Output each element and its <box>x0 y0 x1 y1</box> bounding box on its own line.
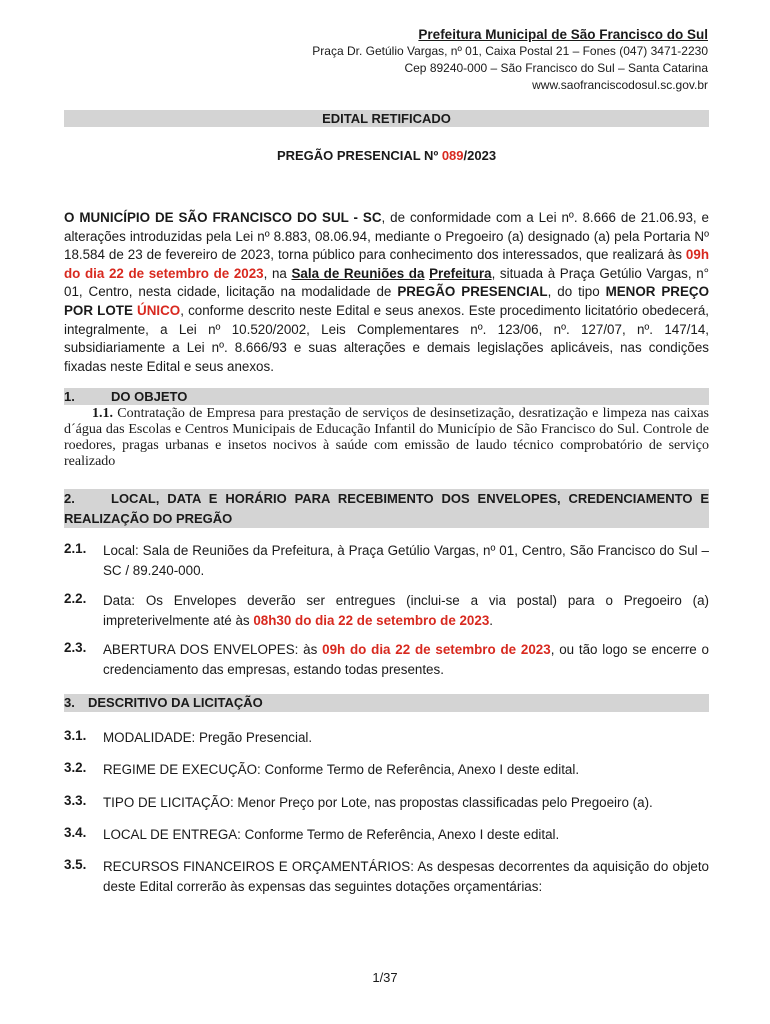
section-1-header <box>64 388 709 405</box>
org-name: Prefeitura Municipal de São Francisco do Sul <box>418 27 708 42</box>
entity-name: O MUNICÍPIO DE SÃO FRANCISCO DO SUL - SC <box>64 210 382 225</box>
edital-title-bar <box>64 110 709 127</box>
page-number: 1/37 <box>372 970 398 985</box>
item-3-3-number: 3.3. <box>64 793 87 808</box>
item-3-4-number: 3.4. <box>64 825 87 840</box>
opening-deadline: 09h do dia 22 de setembro de 2023 <box>322 642 551 657</box>
org-website[interactable]: www.saofranciscodosul.sc.gov.br <box>532 78 708 92</box>
item-3-1: MODALIDADE: Pregão Presencial. <box>103 730 313 745</box>
section-2-number: 2. <box>64 491 75 506</box>
pregao-title: PREGÃO PRESENCIAL Nº 089/2023 <box>276 148 497 163</box>
item-3-3: TIPO DE LICITAÇÃO: Menor Preço por Lote, nas propostas classificadas pelo Pregoeiro (a). <box>103 795 653 810</box>
meeting-room: Sala de Reuniões da <box>291 265 425 281</box>
section-2-title: LOCAL, DATA E HORÁRIO PARA RECEBIMENTO DOS ENVELOPES, CREDENCIAMENTO E REALIZAÇÃO DO PREGÃO <box>64 491 709 526</box>
prefeitura-label: Prefeitura <box>429 265 492 281</box>
bid-type-unique: ÚNICO <box>137 302 181 318</box>
item-2-1-number: 2.1. <box>64 541 87 556</box>
modality: PREGÃO PRESENCIAL <box>397 284 548 300</box>
letterhead <box>312 26 708 94</box>
section-1-number: 1. <box>64 389 75 404</box>
edital-title: EDITAL RETIFICADO <box>322 111 451 126</box>
item-2-3: ABERTURA DOS ENVELOPES: às 09h do dia 22 de setembro de 2023, ou tão logo se encerre o credenciamento das empresas, estando todas presentes. <box>103 642 709 677</box>
item-3-5: RECURSOS FINANCEIROS E ORÇAMENTÁRIOS: As despesas decorrentes da aquisição do objeto deste Edital correrão às expensas das seguintes dotações orçamentárias: <box>103 859 709 894</box>
item-3-5-number: 3.5. <box>64 857 87 872</box>
object-description: Contratação de Empresa para prestação de serviços de desinsetização, desratização e limpeza nas caixas d´água das Escolas e Centros Municipais de Educação Infantil do Município de São Francisco do Sul. Controle de roedores, pragas urbanas e insetos nocivos à saúde com emissão de laudo técnico comprobatório de serviço realizado <box>64 406 709 469</box>
section-3-header <box>64 694 709 712</box>
item-2-1: Local: Sala de Reuniões da Prefeitura, à Praça Getúlio Vargas, nº 01, Centro, São Francisco do Sul – SC / 89.240-000. <box>103 543 709 578</box>
item-3-1-number: 3.1. <box>64 728 87 743</box>
org-address: Praça Dr. Getúlio Vargas, nº 01, Caixa Postal 21 – Fones (047) 3471-2230 <box>312 44 708 58</box>
pregao-number: 089 <box>441 148 464 163</box>
item-2-3-number: 2.3. <box>64 640 87 655</box>
section-3-number: 3. <box>64 695 75 710</box>
section-3-title: DESCRITIVO DA LICITAÇÃO <box>88 695 263 710</box>
item-3-2-number: 3.2. <box>64 760 87 775</box>
delivery-deadline: 08h30 do dia 22 de setembro de 2023 <box>253 612 490 628</box>
item-3-4: LOCAL DE ENTREGA: Conforme Termo de Referência, Anexo I deste edital. <box>103 827 560 842</box>
bid-type: MENOR PREÇO POR LOTE <box>64 284 709 318</box>
item-2-2-number: 2.2. <box>64 591 87 606</box>
org-cep: Cep 89240-000 – São Francisco do Sul – Santa Catarina <box>404 61 708 75</box>
intro-paragraph: O MUNICÍPIO DE SÃO FRANCISCO DO SUL - SC, de conformidade com a Lei nº. 8.666 de 21.06.93, e alterações introduzidas pela Lei nº 8.883, 08.06.94, mediante o Pregoeiro (a) designado (a) pela Portaria Nº 18.584 de 23 de fevereiro de 2023, torna público para conhecimento dos interessados, que realizará às 09h do dia 22 de setembro de 2023, na Sala de Reuniões da Prefeitura, situada à Praça Getúlio Vargas, n° 01, Centro, nesta cidade, licitação na modalidade de PREGÃO PRESENCIAL, do tipo MENOR PREÇO POR LOTE ÚNICO, conforme descrito neste Edital e seus anexos. Este procedimento licitatório obedecerá, integralmente, a Lei nº 10.520/2002, Leis Complementares nº. 123/06, nº. 127/07, nº. 147/14, subsidiariamente a Lei nº. 8.666/93 e suas alterações e demais legislações aplicáveis, nas condições fixadas neste Edital e seus anexos. <box>64 210 709 374</box>
section-1-title: DO OBJETO <box>111 389 188 404</box>
section-1-1 <box>64 406 709 470</box>
opening-time: 09h do dia 22 de setembro de 2023 <box>64 247 709 281</box>
item-3-2: REGIME DE EXECUÇÃO: Conforme Termo de Referência, Anexo I deste edital. <box>103 762 580 777</box>
item-number: 1.1. <box>92 406 113 421</box>
section-2-header <box>64 489 709 528</box>
item-2-2: Data: Os Envelopes deverão ser entregues (inclui-se a via postal) para o Pregoeiro (a) impreterivelmente até às 08h30 do dia 22 de setembro de 2023. <box>103 593 709 628</box>
